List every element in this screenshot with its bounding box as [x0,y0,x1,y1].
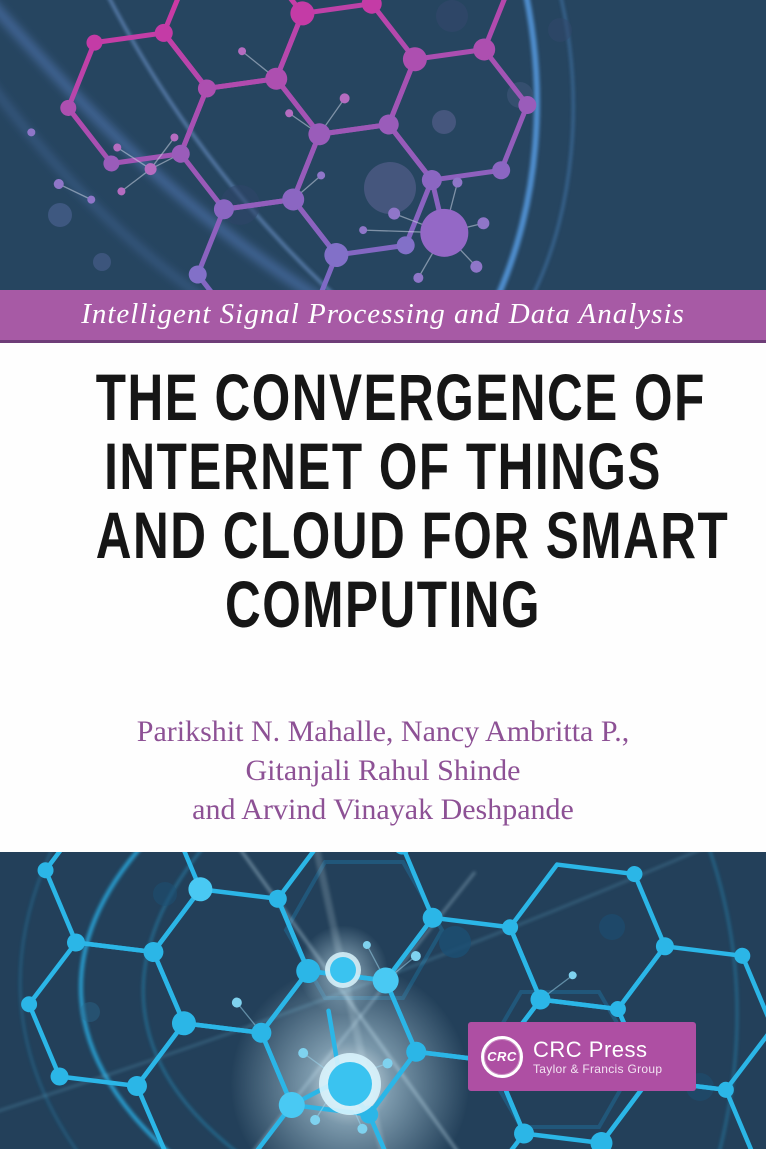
top-artwork [0,0,766,290]
crc-monogram-text: CRC [487,1049,517,1064]
book-title [0,360,766,641]
authors [0,712,766,829]
bottom-artwork [0,852,766,1149]
crc-monogram-icon [481,1036,523,1078]
author-line: Gitanjali Rahul Shinde [245,754,521,787]
series-banner [0,290,766,343]
molecular-network-bottom-graphic [0,852,766,1149]
title-line: INTERNET OF THINGS [104,429,662,503]
title-line: THE CONVERGENCE OF [95,360,706,434]
author-line: and Arvind Vinayak Deshpande [192,793,574,826]
publisher-group: Taylor & Francis Group [533,1061,663,1076]
title-line: COMPUTING [224,567,541,641]
publisher-logo [468,1022,696,1091]
title-panel [0,343,766,852]
molecular-network-top-graphic [0,0,766,290]
author-line: Parikshit N. Mahalle, Nancy Ambritta P., [136,715,630,748]
publisher-name: CRC Press [533,1036,648,1062]
title-line: AND CLOUD FOR SMART [95,498,730,572]
series-title: Intelligent Signal Processing and Data Analysis [81,297,685,330]
publisher-text [533,1038,662,1076]
